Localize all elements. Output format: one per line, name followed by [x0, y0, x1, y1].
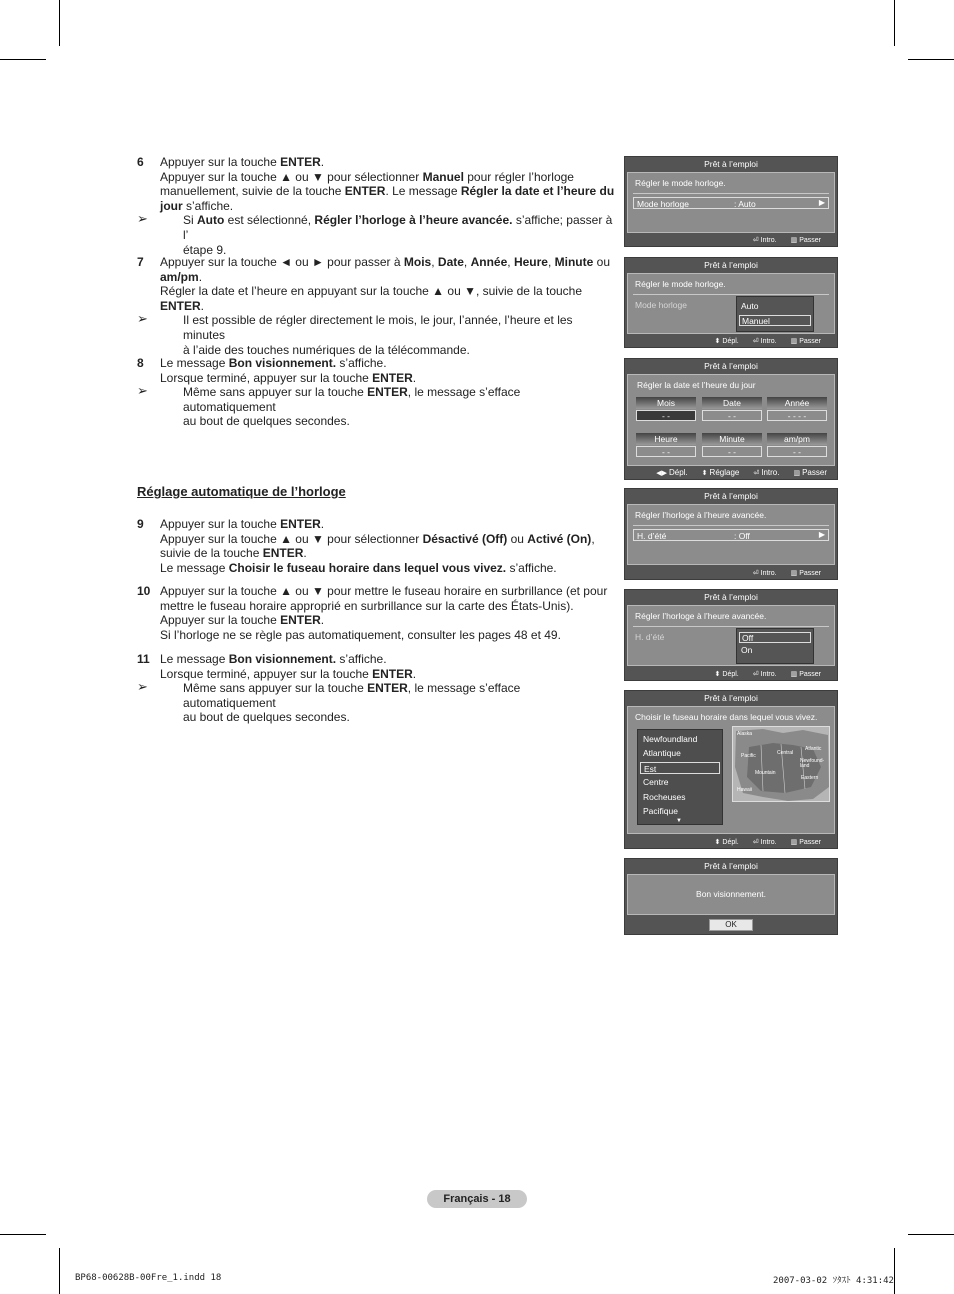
exit-icon: ▥	[790, 337, 798, 345]
osd-title: Prêt à l’emploi	[704, 159, 758, 169]
clock-mode-options[interactable]	[736, 296, 814, 332]
year-field[interactable]: Année - - - -	[767, 397, 827, 421]
step-number: 7	[137, 255, 144, 269]
exit-icon: ▥	[790, 569, 798, 577]
exit-icon: ▥	[790, 670, 798, 678]
map-label-newfoundland: Newfound-land	[800, 758, 825, 769]
step-number: 6	[137, 155, 144, 169]
option-auto[interactable]: Auto	[741, 301, 759, 311]
map-label-mountain: Mountain	[755, 770, 776, 776]
osd-subtitle: Régler l’horloge à l’heure avancée.	[635, 611, 767, 621]
osd-footer: ⬍ Dépl. ⏎ Intro. ▥ Passer	[714, 670, 821, 678]
arrow-right-icon: ▶	[818, 530, 825, 539]
enter-icon: ⏎	[753, 470, 760, 477]
enter-icon: ⏎	[752, 337, 759, 345]
ok-button[interactable]: OK	[709, 919, 753, 931]
map-label-eastern: Eastern	[801, 775, 819, 781]
date-field[interactable]: Date - -	[702, 397, 762, 421]
osd-footer: ⬍ Dépl. ⏎ Intro. ▥ Passer	[714, 337, 821, 345]
note: ➢ Même sans appuyer sur la touche ENTER, le message s’efface automatiquement au bout de quelques secondes.	[137, 679, 521, 725]
month-field[interactable]: Mois - -	[636, 397, 696, 421]
option-on[interactable]: On	[741, 645, 753, 655]
step-number: 9	[137, 517, 144, 531]
osd-title: Prêt à l’emploi	[704, 592, 758, 602]
enter-icon: ⏎	[752, 569, 759, 577]
dst-label: H. d’été	[635, 632, 665, 642]
dst-row[interactable]: H. d’été : Off ▶	[633, 529, 829, 541]
osd-title: Prêt à l’emploi	[704, 491, 758, 501]
map-label-central: Central	[777, 750, 794, 756]
step-8: 8 Le message Bon visionnement. s’affiche. Lorsque terminé, appuyer sur la touche ENTER. ➢ Même sans appuyer sur la touche ENTER, le message s’efface automatiquement au bout de quelques secondes.	[137, 356, 615, 429]
step-9: 9 Appuyer sur la touche ENTER. Appuyer sur la touche ▲ ou ▼ pour sélectionner Désactivé (Off) ou Activé (On), suivie de la touche ENTER. Le message Choisir le fuseau horaire dans lequel vous vivez. s’affiche.	[137, 517, 595, 575]
note: ➢ Même sans appuyer sur la touche ENTER, le message s’efface automatiquement au bout de quelques secondes.	[137, 383, 521, 429]
section-heading: Réglage automatique de l’horloge	[137, 484, 346, 499]
osd-enjoy-message	[624, 858, 838, 935]
osd-footer: ⏎ Intro. ▥ Passer	[752, 236, 821, 244]
move-icon: ⬍	[714, 838, 721, 846]
map-label-pacific: Pacific	[741, 753, 756, 759]
exit-icon: ▥	[790, 236, 798, 244]
clock-mode-label: Mode horloge	[635, 300, 687, 310]
enter-icon: ⏎	[752, 670, 759, 678]
exit-icon: ▥	[790, 838, 798, 846]
enter-icon: ⏎	[752, 838, 759, 846]
clock-mode-row[interactable]: Mode horloge : Auto ▶	[633, 197, 829, 209]
note: ➢ Si Auto est sélectionné, Régler l’horloge à l’heure avancée. s’affiche; passer à l’ étape 9.	[137, 211, 613, 257]
date-slug: 2007-03-02 ｿﾀｽﾄ 4:31:42	[773, 1276, 894, 1286]
option-off[interactable]: Off	[739, 632, 811, 643]
move-icon: ⬍	[714, 337, 721, 345]
osd-title: Prêt à l’emploi	[704, 693, 758, 703]
time-zone-list[interactable]	[637, 729, 723, 825]
crop-mark	[908, 59, 954, 60]
osd-title: Prêt à l’emploi	[704, 260, 758, 270]
enter-icon: ⏎	[752, 236, 759, 244]
move-icon: ⬍	[714, 670, 721, 678]
osd-subtitle: Choisir le fuseau horaire dans lequel vous vivez.	[635, 712, 818, 722]
crop-mark	[908, 1234, 954, 1235]
step-number: 11	[137, 652, 150, 666]
osd-date-time	[624, 358, 838, 480]
crop-mark	[894, 1248, 895, 1294]
zone-est[interactable]: Est	[640, 762, 720, 774]
crop-mark	[0, 59, 46, 60]
osd-title: Prêt à l’emploi	[704, 861, 758, 871]
note-arrow-icon: ➢	[137, 311, 148, 327]
osd-subtitle: Régler le mode horloge.	[635, 279, 726, 289]
step-number: 8	[137, 356, 144, 370]
map-label-hawaii: Hawaii	[737, 787, 753, 793]
osd-clock-mode-dropdown	[624, 257, 838, 348]
osd-footer: ◀▶ Dépl. ⬍ Réglage ⏎ Intro. ▥ Passer	[656, 468, 827, 477]
note-arrow-icon: ➢	[137, 679, 148, 695]
adjust-icon: ⬍	[701, 470, 708, 477]
zone-atlantique[interactable]: Atlantique	[643, 748, 681, 758]
step-7: 7 Appuyer sur la touche ◄ ou ► pour passer à Mois, Date, Année, Heure, Minute ou am/pm. Régler la date et l’heure en appuyant sur la touche ▲ ou ▼, suivie de la touche ENTER. ➢ Il est possible de régler directement le mois, le jour, l’année, l’heure et les minutes à l’aide des touches numériques de la télécommande.	[137, 255, 615, 357]
note-arrow-icon: ➢	[137, 211, 148, 227]
zone-centre[interactable]: Centre	[643, 777, 669, 787]
crop-mark	[59, 0, 60, 46]
zone-newfoundland[interactable]: Newfoundland	[643, 734, 698, 744]
zone-pacifique[interactable]: Pacifique	[643, 806, 678, 816]
osd-clock-mode-auto	[624, 156, 838, 247]
map-label-alaska: Alaska	[737, 731, 753, 737]
option-manuel[interactable]: Manuel	[739, 315, 811, 326]
page-number-badge: Français - 18	[427, 1190, 527, 1208]
step-11: 11 Le message Bon visionnement. s’affiche. Lorsque terminé, appuyer sur la touche ENTER. ➢ Même sans appuyer sur la touche ENTER, le message s’efface automatiquement au bout de quelques secondes.	[137, 652, 615, 725]
step-number: 10	[137, 584, 151, 598]
osd-title: Prêt à l’emploi	[704, 361, 758, 371]
exit-icon: ▥	[793, 470, 801, 477]
zone-rocheuses[interactable]: Rocheuses	[643, 792, 686, 802]
note-arrow-icon: ➢	[137, 383, 148, 399]
left-right-icon: ◀▶	[656, 470, 667, 477]
crop-mark	[59, 1248, 60, 1294]
arrow-right-icon: ▶	[818, 198, 825, 207]
osd-footer: ⬍ Dépl. ⏎ Intro. ▥ Passer	[714, 838, 821, 846]
osd-time-zone	[624, 690, 838, 849]
osd-dst-dropdown	[624, 589, 838, 681]
minute-field[interactable]: Minute - -	[702, 433, 762, 457]
step-10: 10 Appuyer sur la touche ▲ ou ▼ pour mettre le fuseau horaire en surbrillance (et pour mettre le fuseau horaire approprié en surbrillance sur la carte des États-Unis). Appuyer sur la touche ENTER. Si l’horloge ne se règle pas automatiquement, consulter les pages 48 et 49.	[137, 584, 608, 642]
time-zone-map	[732, 726, 830, 802]
step-6: 6 Appuyer sur la touche ENTER. Appuyer sur la touche ▲ ou ▼ pour sélectionner Manuel pour régler l’horloge manuellement, suivie de la touche ENTER. Le message Régler la date et l’heure du jour s’affiche. ➢ Si Auto est sélectionné, Régler l’horloge à l’heure avancée. s’affiche; passer à l’ étape 9.	[137, 155, 615, 257]
osd-footer: ⏎ Intro. ▥ Passer	[752, 569, 821, 577]
crop-mark	[0, 1234, 46, 1235]
osd-dst-off	[624, 488, 838, 580]
dst-options[interactable]	[736, 628, 814, 664]
enjoy-message: Bon visionnement.	[696, 889, 766, 899]
scroll-down-icon[interactable]: ▼	[676, 818, 682, 824]
ampm-field[interactable]: am/pm - -	[767, 433, 827, 457]
hour-field[interactable]: Heure - -	[636, 433, 696, 457]
osd-subtitle: Régler l’horloge à l’heure avancée.	[635, 510, 767, 520]
crop-mark	[894, 0, 895, 46]
file-slug: BP68-00628B-00Fre_1.indd 18	[75, 1273, 222, 1283]
map-label-atlantic: Atlantic	[805, 746, 822, 752]
osd-subtitle: Régler la date et l’heure du jour	[637, 380, 756, 390]
osd-subtitle: Régler le mode horloge.	[635, 178, 726, 188]
note: ➢ Il est possible de régler directement le mois, le jour, l’année, l’heure et les minutes à l’aide des touches numériques de la télécommande.	[137, 311, 573, 357]
